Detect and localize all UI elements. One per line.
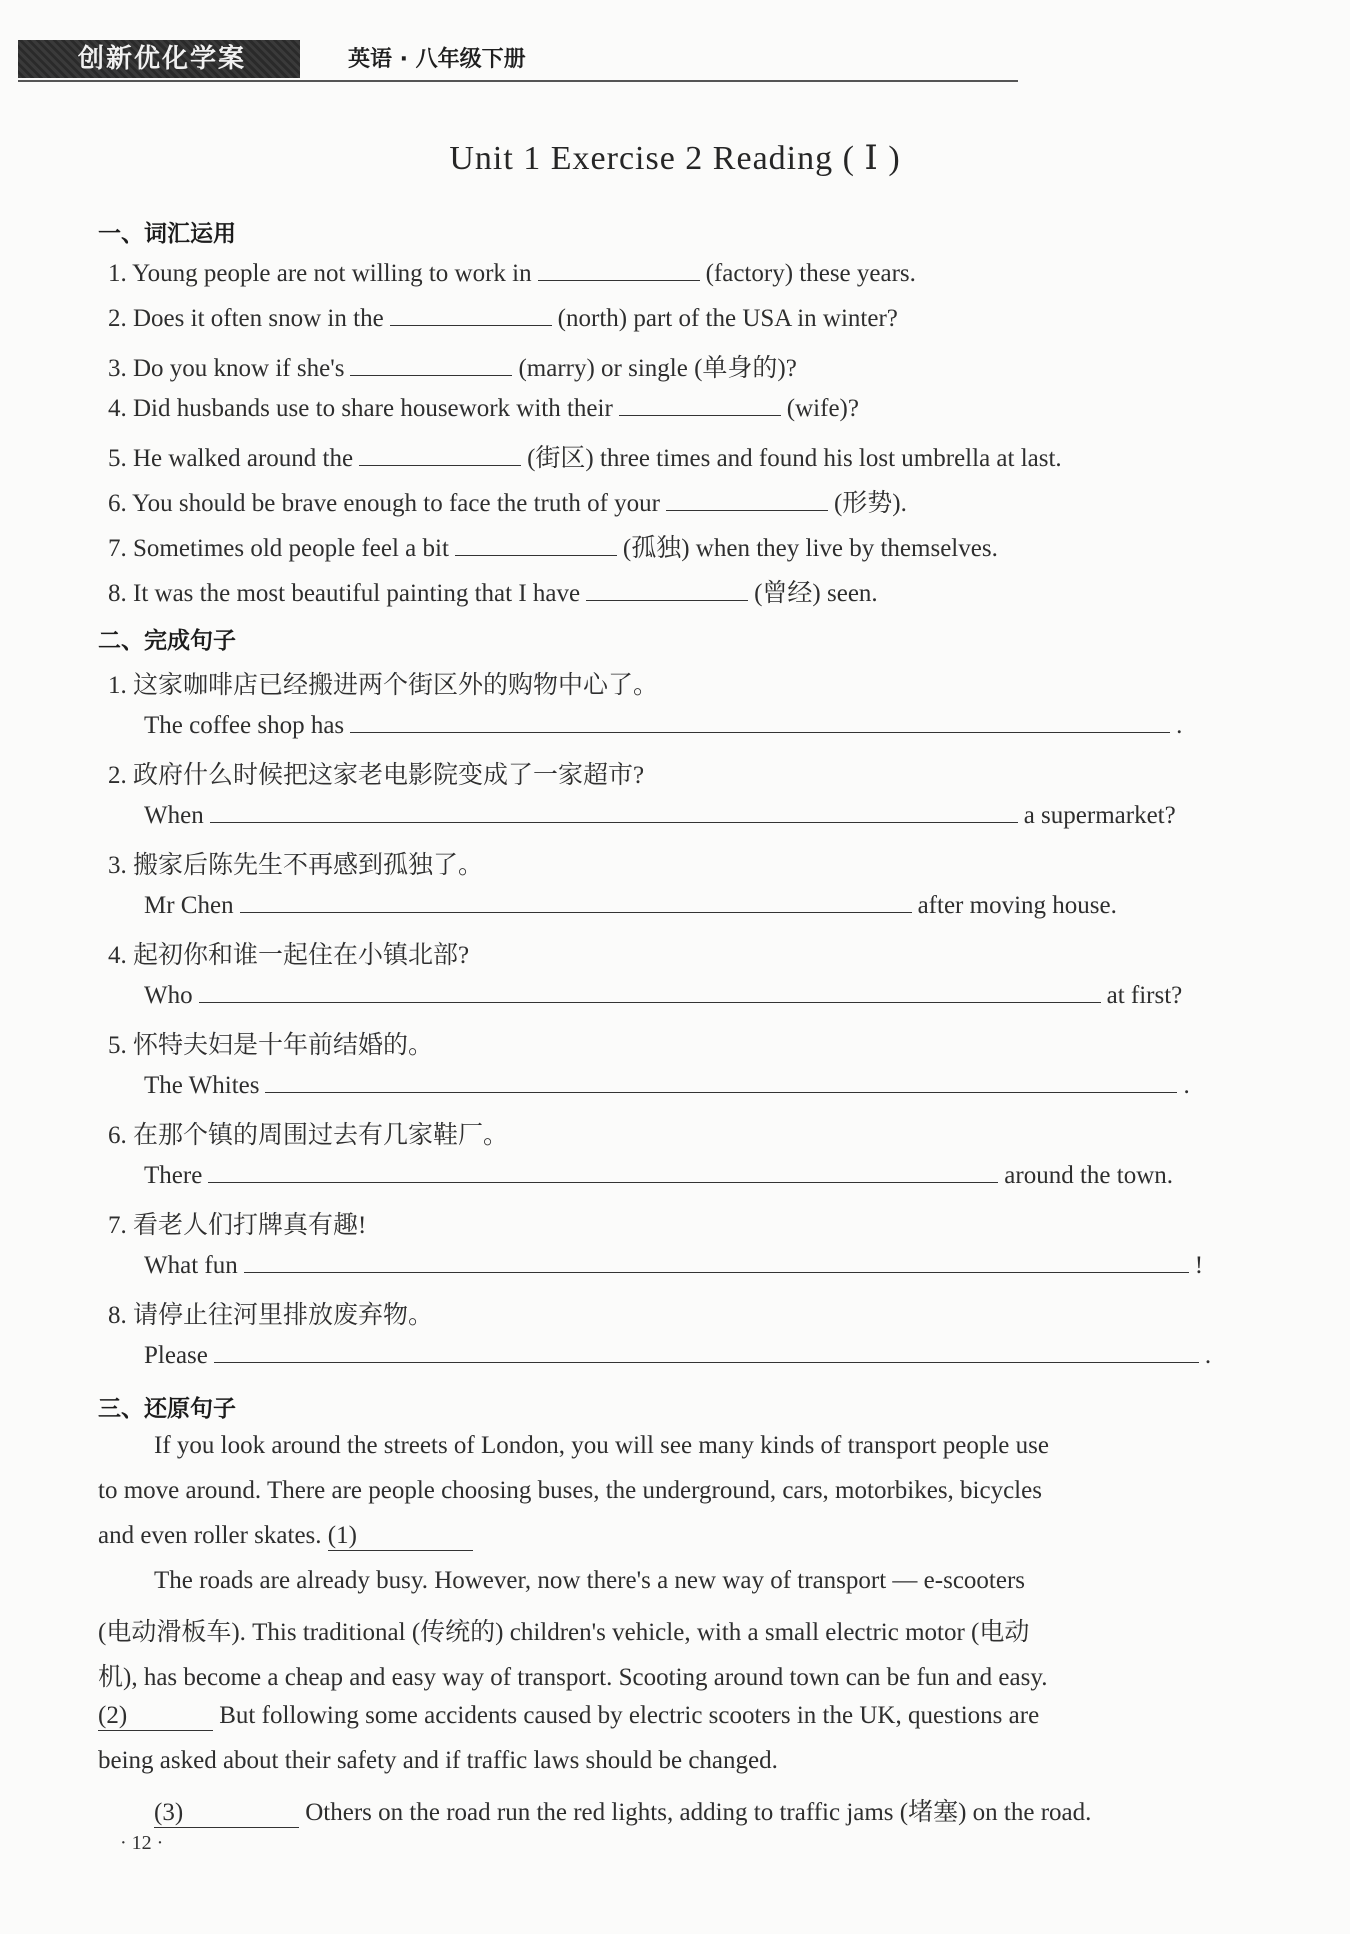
translation-answer: What fun ! xyxy=(144,1252,1204,1279)
section3-heading: 三、还原句子 xyxy=(98,1396,236,1422)
passage-line: The roads are already busy. However, now there's a new way of transport — e-scooters xyxy=(154,1567,1026,1594)
translation-answer: There around the town. xyxy=(144,1162,1174,1189)
section2-heading: 二、完成句子 xyxy=(98,628,236,654)
translation-prompt: 2. 政府什么时候把这家老电影院变成了一家超市? xyxy=(108,762,645,789)
answer-blank[interactable] xyxy=(666,488,828,511)
answer-blank[interactable] xyxy=(199,980,1101,1003)
answer-blank[interactable] xyxy=(586,578,748,601)
passage-line: If you look around the streets of London, you will see many kinds of transport people use xyxy=(154,1432,1049,1459)
answer-blank[interactable] xyxy=(208,1160,998,1183)
passage-line: to move around. There are people choosing buses, the underground, cars, motorbikes, bicycles xyxy=(98,1477,1042,1504)
translation-answer: When a supermarket? xyxy=(144,802,1176,829)
answer-blank[interactable] xyxy=(359,443,521,466)
translation-answer: The Whites . xyxy=(144,1072,1190,1099)
answer-blank-2[interactable]: (2) xyxy=(98,1702,213,1731)
answer-blank[interactable] xyxy=(619,393,781,416)
vocab-item: 3. Do you know if she's (marry) or single (单身的)? xyxy=(108,355,797,382)
answer-blank-3[interactable]: (3) xyxy=(154,1799,299,1828)
answer-blank[interactable] xyxy=(538,258,700,281)
passage-line: (3) Others on the road run the red lights, adding to traffic jams (堵塞) on the road. xyxy=(154,1799,1092,1826)
translation-prompt: 4. 起初你和谁一起住在小镇北部? xyxy=(108,942,470,969)
vocab-item: 6. You should be brave enough to face the truth of your (形势). xyxy=(108,490,907,517)
translation-answer: The coffee shop has . xyxy=(144,712,1183,739)
translation-answer: Mr Chen after moving house. xyxy=(144,892,1117,919)
answer-blank[interactable] xyxy=(244,1250,1189,1273)
translation-prompt: 3. 搬家后陈先生不再感到孤独了。 xyxy=(108,852,484,879)
translation-answer: Please . xyxy=(144,1342,1212,1369)
vocab-item: 4. Did husbands use to share housework with their (wife)? xyxy=(108,395,859,422)
translation-answer: Who at first? xyxy=(144,982,1183,1009)
answer-blank[interactable] xyxy=(390,303,552,326)
translation-prompt: 6. 在那个镇的周围过去有几家鞋厂。 xyxy=(108,1122,509,1149)
answer-blank[interactable] xyxy=(210,800,1018,823)
page-number: · 12 · xyxy=(120,1832,164,1854)
vocab-item: 7. Sometimes old people feel a bit (孤独) when they live by themselves. xyxy=(108,535,998,562)
answer-blank[interactable] xyxy=(455,533,617,556)
vocab-item: 8. It was the most beautiful painting that I have (曾经) seen. xyxy=(108,580,878,607)
vocab-item: 1. Young people are not willing to work in (factory) these years. xyxy=(108,260,916,287)
passage-line: (2) But following some accidents caused by electric scooters in the UK, questions are xyxy=(98,1702,1040,1729)
answer-blank[interactable] xyxy=(240,890,912,913)
section1-heading: 一、词汇运用 xyxy=(98,221,236,247)
translation-prompt: 7. 看老人们打牌真有趣! xyxy=(108,1212,367,1239)
passage-line: 机), has become a cheap and easy way of transport. Scooting around town can be fun and easy. xyxy=(98,1664,1048,1691)
passage-line: being asked about their safety and if traffic laws should be changed. xyxy=(98,1747,778,1774)
answer-blank[interactable] xyxy=(265,1070,1177,1093)
translation-prompt: 1. 这家咖啡店已经搬进两个街区外的购物中心了。 xyxy=(108,672,659,699)
answer-blank[interactable] xyxy=(350,353,512,376)
answer-blank-1[interactable]: (1) xyxy=(328,1522,473,1551)
passage-line: (电动滑板车). This traditional (传统的) children's vehicle, with a small electric motor (电动 xyxy=(98,1619,1030,1646)
answer-blank[interactable] xyxy=(214,1340,1199,1363)
brand-logo: 创新优化学案 xyxy=(18,40,300,78)
header-divider xyxy=(18,80,1018,82)
page-header xyxy=(18,40,1018,82)
vocab-item: 2. Does it often snow in the (north) part of the USA in winter? xyxy=(108,305,898,332)
vocab-item: 5. He walked around the (街区) three times and found his lost umbrella at last. xyxy=(108,445,1062,472)
page-title: Unit 1 Exercise 2 Reading ( Ⅰ ) xyxy=(449,140,901,177)
translation-prompt: 5. 怀特夫妇是十年前结婚的。 xyxy=(108,1032,434,1059)
translation-prompt: 8. 请停止往河里排放废弃物。 xyxy=(108,1302,434,1329)
answer-blank[interactable] xyxy=(350,710,1170,733)
subject-label: 英语 · 八年级下册 xyxy=(348,47,526,72)
passage-line: and even roller skates. (1) xyxy=(98,1522,1228,1551)
